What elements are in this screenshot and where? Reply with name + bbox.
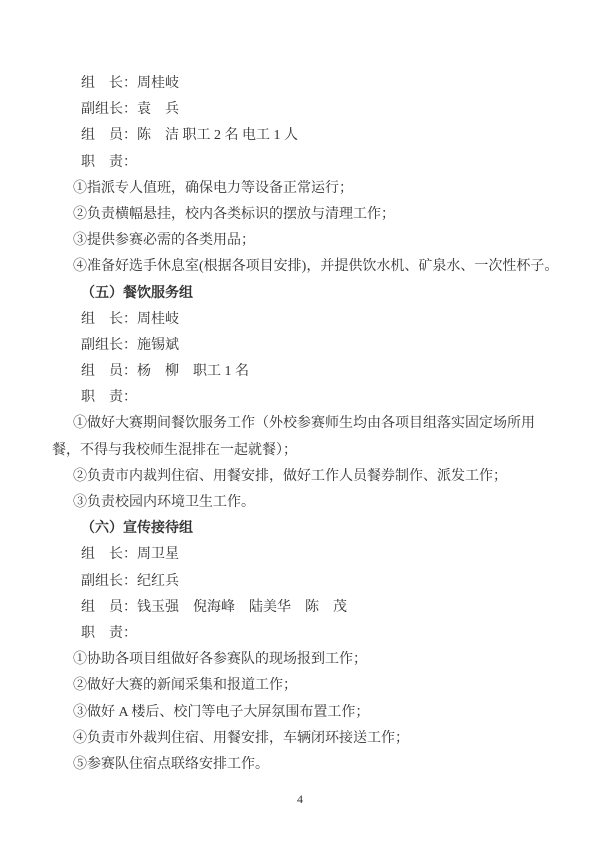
duty-item-4: ④准备好选手休息室(根据各项目安排)，并提供饮水机、矿泉水、一次性杯子。 [73, 259, 559, 275]
deputy-leader-line: 副组长：袁 兵 [81, 102, 179, 118]
document-body [52, 71, 559, 778]
duty-item-1-wrap: 餐，不得与我校师生混排在一起就餐）； [52, 442, 297, 458]
deputy-leader-line: 副组长：施锡斌 [81, 337, 179, 353]
group-members-line: 组 员：陈 洁 职工 2 名 电工 1 人 [81, 128, 298, 144]
duty-item-5: ⑤参赛队住宿点联络安排工作。 [73, 756, 269, 772]
section-heading-catering: （五）餐饮服务组 [81, 285, 193, 301]
group-leader-line: 组 长：周桂岐 [81, 311, 179, 327]
duty-item-3: ③做好 A 楼后、校门等电子大屏氛围布置工作； [73, 704, 370, 720]
duty-item-1: ①指派专人值班，确保电力等设备正常运行； [73, 180, 353, 196]
duty-item-2: ②负责横幅悬挂，校内各类标识的摆放与清理工作； [73, 206, 395, 222]
duty-item-2: ②负责市内裁判住宿、用餐安排，做好工作人员餐券制作、派发工作； [73, 468, 507, 484]
group-members-line: 组 员：杨 柳 职工 1 名 [81, 364, 249, 380]
group-members-line: 组 员：钱玉强 倪海峰 陆美华 陈 茂 [81, 599, 347, 615]
group-leader-line: 组 长：周桂岐 [81, 76, 179, 91]
page-number: 4 [297, 792, 303, 806]
deputy-leader-line: 副组长：纪红兵 [81, 573, 179, 589]
duties-label-line: 职 责： [81, 625, 137, 641]
duty-item-4: ④负责市外裁判住宿、用餐安排，车辆闭环接送工作； [73, 730, 409, 746]
group-leader-line: 组 长：周卫星 [81, 547, 179, 563]
duties-label-line: 职 责： [81, 390, 137, 406]
duty-item-3: ③提供参赛必需的各类用品； [73, 233, 255, 249]
duty-item-3: ③负责校园内环境卫生工作。 [73, 495, 255, 510]
duty-item-2: ②做好大赛的新闻采集和报道工作； [73, 678, 297, 694]
duties-label-line: 职 责： [81, 154, 137, 170]
duty-item-1: ①做好大赛期间餐饮服务工作（外校参赛师生均由各项目组落实固定场所用 [73, 416, 535, 432]
duty-item-1: ①协助各项目组做好各参赛队的现场报到工作； [73, 652, 367, 668]
section-heading-publicity: （六）宣传接待组 [81, 521, 193, 537]
